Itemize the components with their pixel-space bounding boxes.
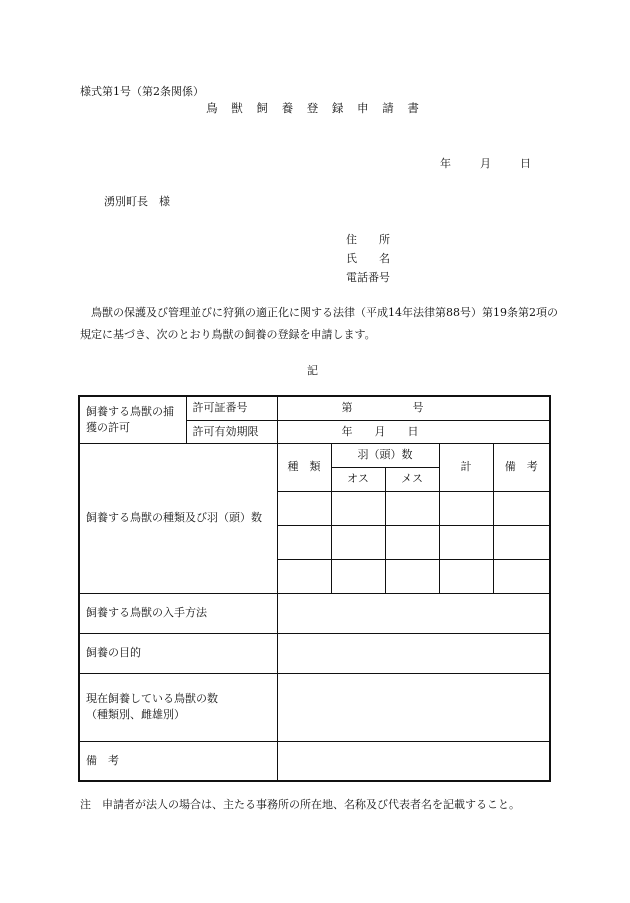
acquisition-label: 飼養する鳥獣の入手方法	[79, 593, 277, 633]
total-cell[interactable]	[439, 525, 493, 559]
remarks-cell[interactable]	[493, 559, 550, 593]
acquisition-field[interactable]	[277, 593, 550, 633]
col-count-header: 羽（頭）数	[331, 443, 439, 467]
male-cell[interactable]	[331, 491, 385, 525]
date-line	[440, 155, 531, 171]
total-cell[interactable]	[439, 559, 493, 593]
address-label: 住 所	[346, 233, 390, 246]
male-cell[interactable]	[331, 525, 385, 559]
footnote: 注 申請者が法人の場合は、主たる事務所の所在地、名称及び代表者名を記載すること。	[80, 798, 520, 811]
addressee: 湧別町長 様	[104, 195, 170, 208]
document-title: 鳥 獣 飼 養 登 録 申 請 書	[206, 101, 424, 115]
form-number: 様式第1号（第2条関係）	[80, 85, 204, 98]
species-cell[interactable]	[277, 559, 331, 593]
date-month: 月	[480, 157, 491, 170]
current-count-field[interactable]	[277, 673, 550, 741]
permit-number-label: 許可証番号	[186, 396, 277, 420]
ki-heading: 記	[307, 364, 318, 377]
name-label: 氏 名	[346, 252, 390, 265]
date-year: 年	[440, 157, 451, 170]
validity-day: 日	[407, 424, 419, 438]
remarks-cell[interactable]	[493, 491, 550, 525]
remarks-field[interactable]	[277, 741, 550, 781]
current-count-subtitle: （種類別、雌雄別）	[86, 708, 185, 721]
body-paragraph: 鳥獣の保護及び管理並びに狩猟の適正化に関する法律（平成14年法律第88号）第19条第2項の規定に基づき、次のとおり鳥獣の飼養の登録を申請します。	[80, 306, 558, 341]
remarks-label: 備 考	[79, 741, 277, 781]
date-day: 日	[520, 157, 531, 170]
male-cell[interactable]	[331, 559, 385, 593]
permit-number-field[interactable]	[277, 396, 550, 420]
application-table	[78, 395, 551, 782]
col-total-header: 計	[439, 443, 493, 491]
phone-label: 電話番号	[346, 271, 390, 284]
validity-year: 年	[341, 424, 353, 438]
purpose-label: 飼養の目的	[79, 633, 277, 673]
species-cell[interactable]	[277, 491, 331, 525]
current-count-title: 現在飼養している鳥獣の数	[86, 692, 218, 705]
col-female-header: メス	[385, 467, 439, 491]
col-male-header: オス	[331, 467, 385, 491]
purpose-field[interactable]	[277, 633, 550, 673]
female-cell[interactable]	[385, 525, 439, 559]
female-cell[interactable]	[385, 559, 439, 593]
capture-permit-label: 飼養する鳥獣の捕獲の許可	[79, 396, 186, 443]
current-count-label	[79, 673, 277, 741]
female-cell[interactable]	[385, 491, 439, 525]
species-cell[interactable]	[277, 525, 331, 559]
validity-month: 月	[374, 424, 386, 438]
remarks-cell[interactable]	[493, 525, 550, 559]
permit-number-dai: 第	[341, 401, 353, 415]
col-remarks-header: 備 考	[493, 443, 550, 491]
col-species-header: 種 類	[277, 443, 331, 491]
permit-validity-field[interactable]	[277, 420, 550, 443]
species-count-label: 飼養する鳥獣の種類及び羽（頭）数	[79, 443, 277, 593]
permit-number-go: 号	[412, 401, 424, 415]
total-cell[interactable]	[439, 491, 493, 525]
permit-validity-label: 許可有効期限	[186, 420, 277, 443]
